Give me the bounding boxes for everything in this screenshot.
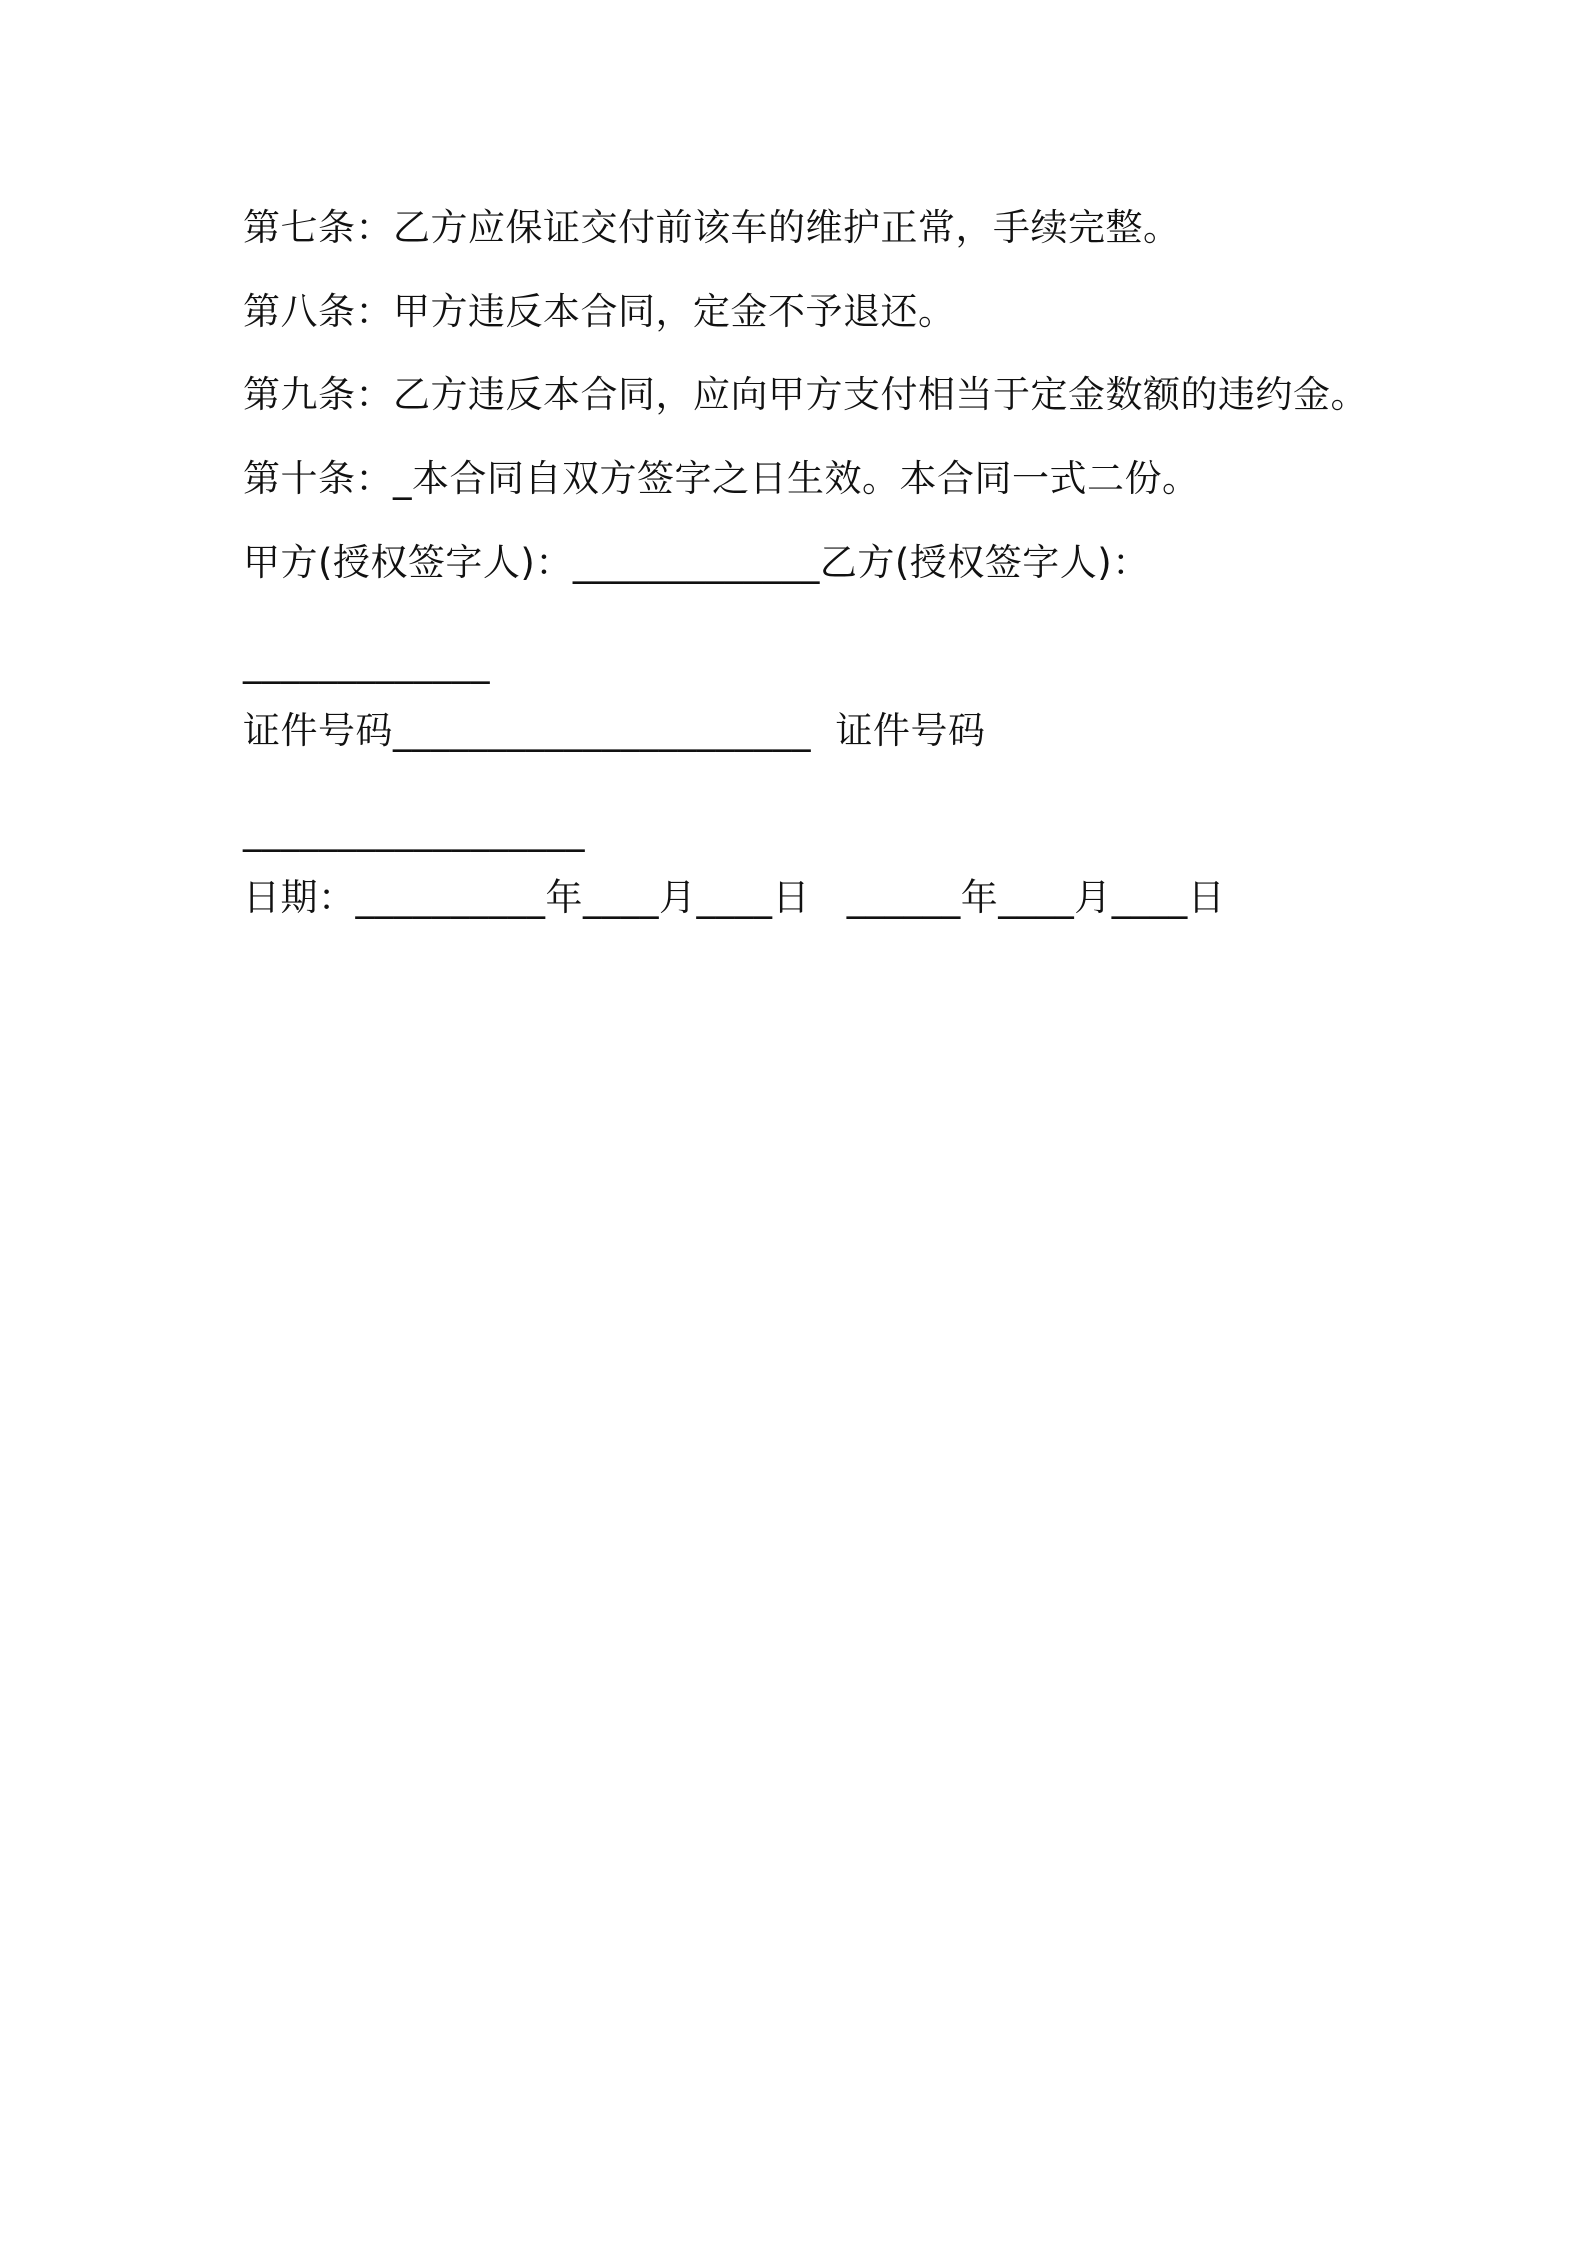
party-b-signature-blank: _____________ [243,641,490,684]
clause-9: 第九条：乙方违反本合同，应向甲方支付相当于定金数额的违约金。 [243,373,1368,416]
party-b-id-blank: __________________ [243,809,585,852]
clause-8: 第八条：甲方违反本合同，定金不予退还。 [243,290,956,333]
id-number-line: 证件号码______________________ 证件号码 [243,709,986,752]
date-line: 日期：__________年____月____日 ______年____月____日 [243,876,1226,919]
clause-10: 第十条：_本合同自双方签字之日生效。本合同一式二份。 [243,457,1200,500]
signatory-line: 甲方(授权签字人)：_____________乙方(授权签字人)： [243,541,1150,584]
clause-7: 第七条：乙方应保证交付前该车的维护正常，手续完整。 [243,206,1181,249]
